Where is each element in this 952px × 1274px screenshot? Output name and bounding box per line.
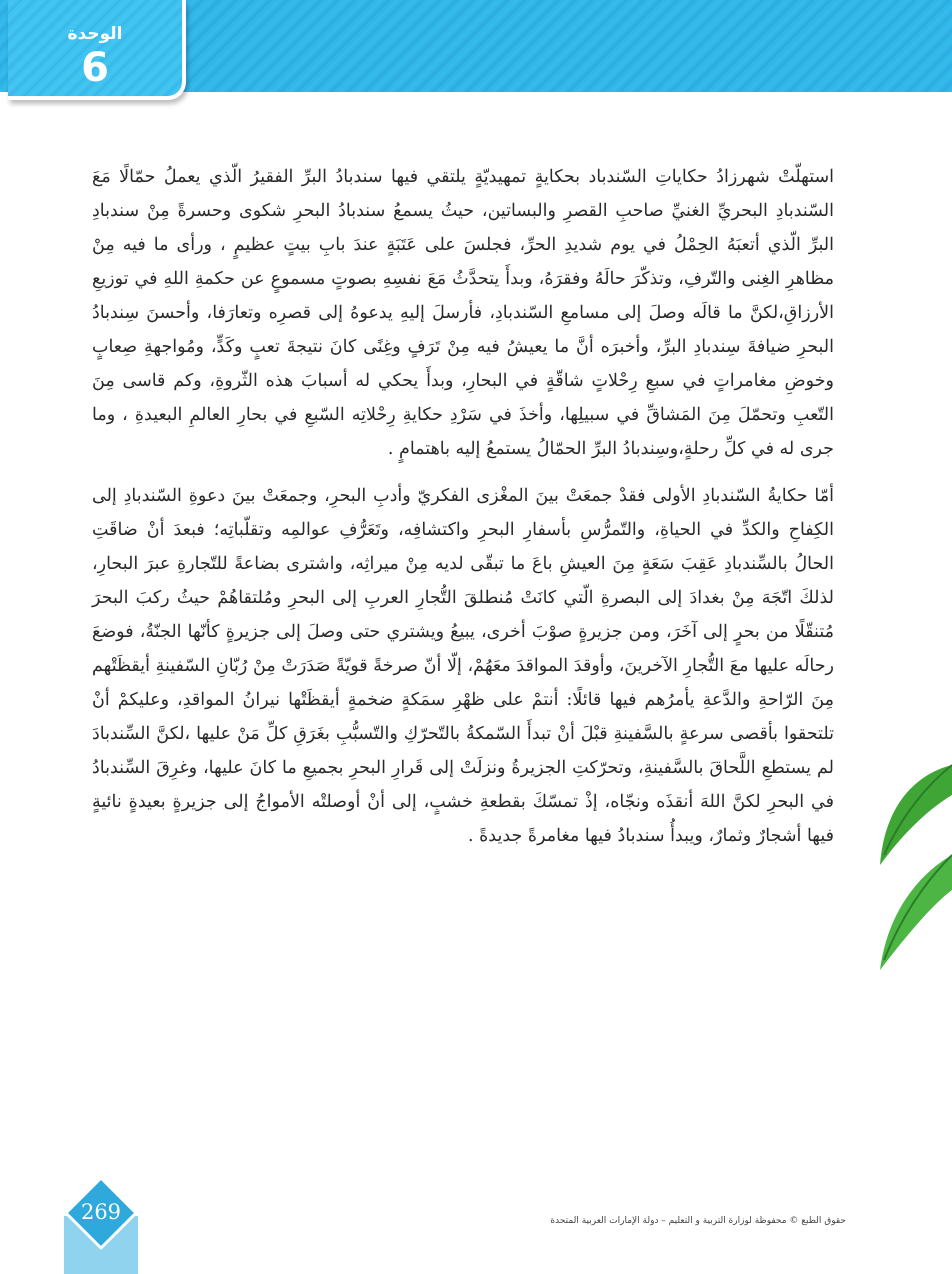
reading-passage	[92, 160, 834, 866]
page-number-badge	[64, 1176, 138, 1274]
unit-label: الوحدة	[67, 24, 123, 44]
unit-number: 6	[81, 45, 109, 91]
copyright-notice: حقوق الطبع © محفوظة لوزارة التربية و التعليم – دولة الإمارات العربية المتحدة	[550, 1216, 846, 1226]
paragraph-intro: استهلّتْ شهرزادُ حكاياتِ السّندباد بحكايةٍ تمهيديّةٍ يلتقي فيها سندبادُ البرِّ الفقيرُ الّذي يعملُ حمّالًا مَعَ السّندبادِ البحريِّ الغنيِّ صاحبِ القصرِ والبساتين، حيثُ يسمعُ سندبادُ البحرِ شكوى وحسرةً مِنْ سندبادِ البرِّ الّذي أتعبَهُ الحِمْلُ في يوم شديدِ الحرِّ، فجلسَ على عَتَبَةٍ عندَ بابِ بيتٍ عظيمٍ ، ورأى ما فيه مِنْ مظاهرِ الغِنى والتّرفِ، وتذكّرَ حالَهُ وفقرَهُ، وبدأَ يتحدَّثُ مَعَ نفسِهِ بصوتٍ مسموعٍ عن حكمةِ اللهِ في توزيعِ الأرزاقِ،لكنَّ ما قالَه وصلَ إلى مسامعِ السّندبادِ، فأرسلَ إليهِ يدعوهُ إلى قصرِه وتعارَفا، وأحسنَ سِندبادُ البحرِ ضيافةَ سِندبادِ البرِّ، وأخبرَه أنَّ ما يعيشُ فيه مِنْ تَرَفٍ وغِنًى كانَ نتيجةَ تعبٍ وكَدٍّ، ومُواجهةِ صِعابٍ وخوضِ مغامراتٍ في سبعِ رِحْلاتٍ شاقّةٍ في البحارِ، وبدأَ يحكي له أسبابَ هذه الثّروةِ، وكم قاسى مِنَ التّعبِ وتحمّلَ مِنَ المَشاقِّ في سبيلِها، وأخذَ في سَرْدِ حكايةِ رِحْلاتِه السّبعِ في بحارِ العالمِ البعيدةِ ، وما جرى له في كلِّ رحلةٍ،وسِندبادُ البرِّ الحمّالُ يستمعُ إليه باهتمامٍ .	[92, 167, 834, 459]
page-number: 269	[80, 1200, 122, 1224]
leaf-decoration	[872, 755, 952, 980]
paragraph-first-voyage: أمّا حكايةُ السّندبادِ الأولى فقدْ جمعَتْ بينَ المغْزى الفكريّ وأدبِ البحرِ، وجمعَتْ بينَ دعوةِ السّندبادِ إلى الكِفاحِ والكدِّ في الحياةِ، والتّمرُّسِ بأسفارِ البحرِ واكتشافِه، وتَعَرُّفِ عوالمِه وتقلّباتِه؛ فبعدَ أنْ ضاقَتِ الحالُ بالسِّندبادِ عَقِبَ سَعَةٍ مِنَ العيشِ باعَ ما تبقّى لديه مِنْ ميراثِه، واشترى بضاعةً للتّجارةِ عبرَ البحارِ، لذلكَ اتّجَهَ مِنْ بغدادَ إلى البصرةِ الّتي كانَتْ مُنطلقَ التُّجارِ العربِ إلى البحرِ ومُلتقاهُمْ حيثُ ركبَ البحرَ مُتنقّلًا من بحرٍ إلى آخَرَ، ومن جزيرةٍ صوْبَ أخرى، يبيعُ ويشتري حتى وصلَ إلى جزيرةٍ كأنّها الجنّةُ، فوضعَ رحالَه عليها معَ التُّجارِ الآخرينَ، وأوقدَ المواقدَ معَهُمْ، إلّا أنّ صرخةً قويّةً صَدَرَتْ مِنْ رُبّانِ السّفينةِ أيقظَتْهم مِنَ الرّاحةِ والدَّعةِ يأمرُهم فيها قائلًا: أنتمْ على ظهْرِ سمَكةٍ ضخمةٍ أيقظَتْها نيرانُ المواقدِ، وعليكمْ أنْ تلتحقوا بأقصى سرعةٍ بالسَّفينةِ قبْلَ أنْ تبدأَ السّمكةُ بالتّحرّكِ والتّسبُّبِ بغَرَقِ كلِّ مَنْ عليها ،لكنَّ السِّندبادَ لم يستطعِ اللَّحاقَ بالسَّفينةِ، وتحرّكتِ الجزيرةُ ونزلَتْ إلى قَرارِ البحرِ بجميعِ ما كانَ عليها، وغرِقَ السِّندبادُ في البحرِ لكنَّ اللهَ أنقذَه ونجّاه، إذْ تمسّكَ بقطعةِ خشبٍ، إلى أنْ أوصلتْه الأمواجُ إلى جزيرةٍ بعيدةٍ نائيةٍ فيها أشجارٌ وثمارٌ، ويبدأُ سندبادُ فيها مغامرةً جديدةً .	[92, 486, 834, 846]
